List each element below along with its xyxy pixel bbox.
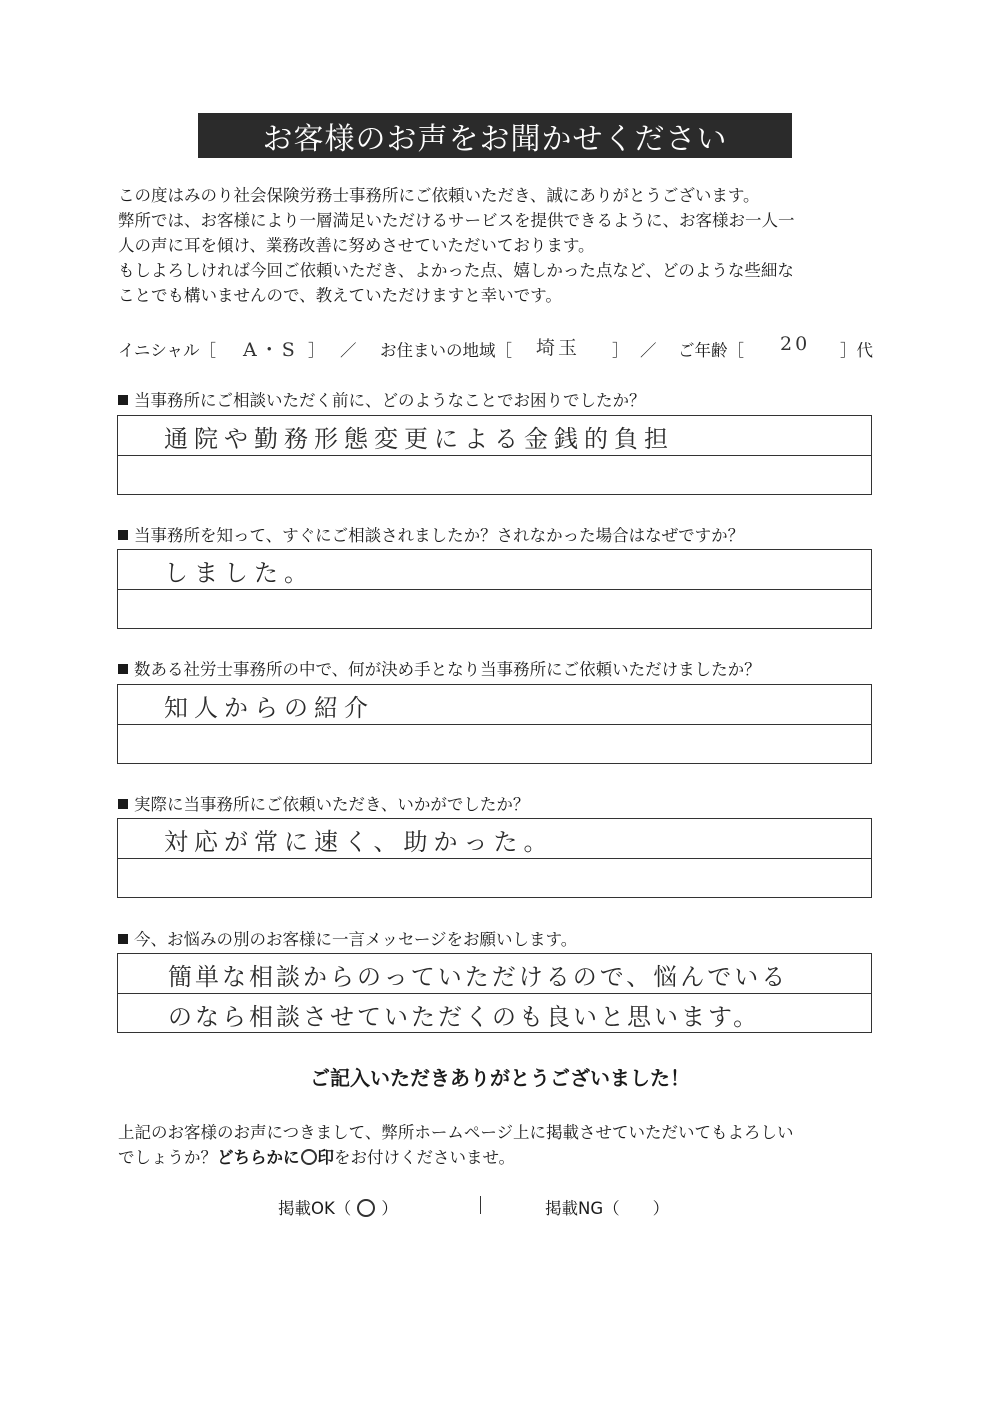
age-value[interactable]: 20 (780, 333, 811, 355)
bullet-square-icon (118, 664, 128, 674)
bullet-square-icon (118, 530, 128, 540)
area-value[interactable]: 埼玉 (536, 337, 581, 359)
initial-value[interactable]: A・S (243, 339, 298, 361)
respondent-info-row (118, 333, 888, 363)
consent-post: をお付けくださいませ。 (334, 1148, 516, 1167)
consent-line (118, 1145, 888, 1170)
question-3 (118, 656, 878, 680)
separator-slash: ／ (640, 341, 657, 360)
answer-line: のなら相談させていただくのも良いと思います。 (168, 1003, 761, 1031)
answer-box-3[interactable] (117, 684, 872, 764)
bullet-square-icon (118, 799, 128, 809)
circle-mark-icon (301, 1149, 317, 1165)
publish-ng-option[interactable] (545, 1195, 669, 1219)
age-close: ］代 (840, 341, 873, 360)
ruled-line (118, 858, 871, 859)
intro-line: 人の声に耳を傾け、業務改善に努めさせていただいております。 (118, 236, 595, 255)
answer-line: 簡単な相談からのっていただけるので、悩んでいる (168, 963, 789, 991)
answer-line: しました。 (164, 559, 314, 587)
intro-text (118, 183, 888, 308)
intro-line: 弊所では、お客様により一層満足いただけるサービスを提供できるように、お客様お一人一 (118, 211, 795, 230)
question-text: 今、お悩みの別のお客様に一言メッセージをお願いします。 (134, 930, 578, 949)
question-text: 当事務所を知って、すぐにご相談されましたか？されなかった場合はなぜですか？ (134, 526, 745, 545)
age-label: ご年齢［ (678, 341, 744, 360)
answer-box-1[interactable] (117, 415, 872, 495)
question-5 (118, 926, 878, 950)
ruled-line (118, 993, 871, 994)
question-1 (118, 387, 878, 411)
consent-line: 上記のお客様のお声につきまして、弊所ホームページ上に掲載させていただいてもよろしい (118, 1123, 794, 1142)
separator-slash: ／ (340, 341, 357, 360)
answer-line: 対応が常に速く、助かった。 (164, 828, 554, 856)
ruled-line (118, 455, 871, 456)
publish-ng-label: 掲載NG（ ） (545, 1199, 670, 1218)
option-divider (480, 1196, 481, 1214)
bullet-square-icon (118, 395, 128, 405)
area-close: ］ (612, 341, 629, 360)
question-text: 当事務所にご相談いただく前に、どのようなことでお困りでしたか？ (134, 391, 646, 410)
question-text: 数ある社労士事務所の中で、何が決め手となり当事務所にご依頼いただけましたか？ (134, 660, 761, 679)
publish-ok-close: ） (381, 1199, 398, 1218)
answer-box-2[interactable] (117, 549, 872, 629)
consent-bold: どちらかに (217, 1148, 300, 1167)
bullet-square-icon (118, 934, 128, 944)
answer-line: 知人からの紹介 (164, 694, 374, 722)
consent-pre: でしょうか？ (118, 1148, 217, 1167)
ruled-line (118, 589, 871, 590)
ruled-line (118, 724, 871, 725)
question-4 (118, 791, 878, 815)
question-2 (118, 522, 878, 546)
answer-box-4[interactable] (117, 818, 872, 898)
intro-line: この度はみのり社会保険労務士事務所にご依頼いただき、誠にありがとうございます。 (118, 186, 760, 205)
question-text: 実際に当事務所にご依頼いただき、いかがでしたか？ (134, 795, 530, 814)
intro-line: ことでも構いませんので、教えていただけますと幸いです。 (118, 286, 562, 305)
thanks-message: ご記入いただきありがとうございました！ (310, 1066, 690, 1090)
initial-close: ］ (308, 341, 325, 360)
initial-label: イニシャル［ (118, 341, 217, 360)
consent-bold-mark: 印 (317, 1148, 334, 1167)
publish-ok-label: 掲載OK（ (278, 1199, 352, 1218)
circle-mark-icon (357, 1199, 375, 1217)
answer-box-5[interactable] (117, 953, 872, 1033)
publish-ok-option[interactable] (278, 1195, 398, 1219)
answer-line: 通院や勤務形態変更による金銭的負担 (164, 425, 674, 453)
consent-text (118, 1120, 888, 1170)
intro-line: もしよろしければ今回ご依頼いただき、よかった点、嬉しかった点など、どのような些細な (118, 261, 794, 280)
form-title: お客様のお声をお聞かせください (198, 113, 792, 158)
area-label: お住まいの地域［ (380, 341, 512, 360)
